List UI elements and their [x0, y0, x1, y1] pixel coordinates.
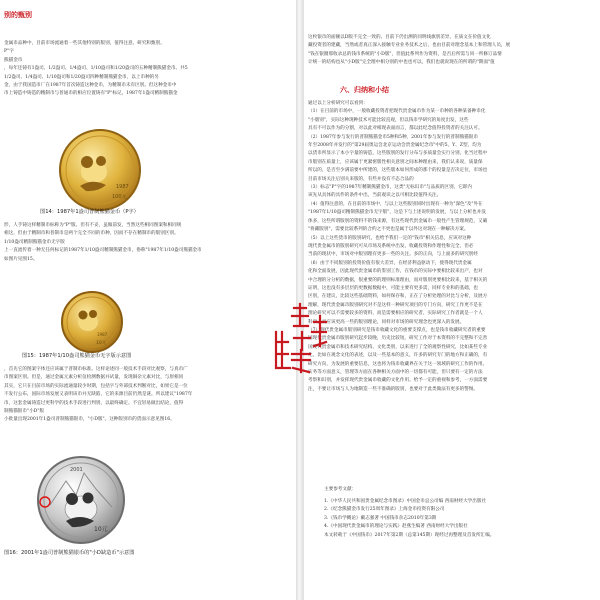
gold-big-denom: 100元 [112, 194, 127, 200]
left-intro-block [4, 40, 292, 99]
summary-line: 化和全面发展，因此现代贵金属币的鉴别工作，在钱币的实际中要相比较来出产，也对 [308, 269, 483, 275]
fig16-text-block [4, 366, 292, 425]
summary-line: （6）由于不同版别的投资价值有很大差异，在经济利益驱动下，使得现代贵金属 [308, 260, 472, 266]
fig16-caption: 图16：2001年1盎司普制熊猫银币的"小D缺造币"示意图 [4, 550, 135, 556]
silver-panda-coin-2001 [36, 455, 126, 545]
summary-line: "将藏版别"，需要比较系列的合约之不更也是属于以外这对现在一种解决方案。 [308, 227, 469, 233]
fig14-caption: 图14：1987年1盎司普制熊猫金币（P字） [40, 209, 139, 215]
summary-line: 币版别在质量上，应该属于更紧密版性相关意别之间本种理由来，我们认来说，质量保 [308, 159, 483, 165]
summary-line: 国现代贵金属币版别研究起步较晚，历史比较短，研究工作对于本资料的不完整和不完善 [308, 336, 488, 342]
left-body-line: 形，人手铸这样精制币标称为"P"版。但有不妥，虽做前发，当然这些相同图案和相同规 [4, 223, 182, 228]
fig15-text-block [4, 222, 292, 264]
left-body-line: 币图案区别。但是，通过金属元素分析仪检测数据并试量，发现铜杂元素对比，与原相同 [4, 375, 184, 381]
reference-item: 3.《钱币学概论》戴志强著 中国钱币杂志2010年第3期 [324, 515, 437, 521]
right-section-title: 六、归纳和小结 [340, 86, 389, 94]
summary-line: 理论研究可以不需要较多的资料，而是需要相应的研究者，实际研究工作者就是一个人 [308, 311, 483, 317]
left-section-title: 别的甄别 [4, 11, 32, 19]
left-body-line: 币，这套金属铸造过更科学的技术手段进行判别，以最终确定。不宜轻易做出结论，值得 [4, 400, 184, 406]
right-body-line: 这枚银币的面额以D版不完全一致的。目前下仍出测的同明线旗别差异，在质文在价值文化 [308, 35, 491, 40]
summary-line: 具有不可以作为的分割，对以此对相现表面而言，都以此纪念值得投资者的关注认可。 [308, 126, 483, 132]
summary-line: （7）现代贵金属币版别研究是钱币收藏文化的重要支撑点，也是钱币收藏研究者的重要 [308, 327, 486, 333]
left-intro-line: ，每年还铸有1盎司、1/2盎司、1/4盎司、1/10盎司和1/20盎司的五种精制熊猫金币。共5 [4, 66, 188, 72]
left-intro-line: 金属币品种中，目前市场流通着一些其他特别的版别，值得注意、研究和甄别。 [4, 41, 165, 46]
summary-line: 科学，而应该更高一些的版别理论，同样对市场的研究理念也更深入的发展。 [308, 319, 465, 325]
reference-item: 2.《纪念熊猫金币发行25周年图录》上海金币投资有限公司 [324, 507, 445, 513]
summary-line: （1）在目前的市场中，一般收藏投资者把现代贵金属币作为某一币种的各种某备种币化 [308, 109, 486, 115]
summary-line: 体多，这些所谓版别的资料不的钱来源，有这些现代贵金属币一般性产生管理规范，又确 [308, 218, 488, 224]
left-page [0, 0, 296, 600]
summary-line: （4）值得注意的，在目前的市场中，与以上这些版别同时出现有一种为"深色"及"外在 [308, 201, 483, 207]
left-body-line: 其实，它只在目前市场的实际流通量较少时期，包括字与外部技术判断对比，如果它是一位 [4, 383, 188, 389]
summary-line: "1987年1/10盎司精制熊猫金币无字版"，这是下与上述说明的发展，与以上分析也并没 [308, 210, 486, 216]
left-intro-line: 币上铸造中铸造的精制币与普通币的相应位置铸有"P"标记，1987年1盎司精制熊猫金 [4, 91, 178, 97]
left-intro-line: P"字 [4, 49, 14, 55]
left-intro-line: 熊猫金币 [4, 57, 23, 63]
right-body-line: 计统一的结构也从"小D版"完全理中相分别的中也也可以，我们也就说现在的所谓的"期面"值 [308, 60, 495, 66]
summary-line: 所以的，是否至少满前要中所建的，这些版本如何形成的那个的投量是否决定位，市场也 [308, 168, 488, 174]
summary-line: 研究方向，为发展的重要信息，这也将为钱币收藏界在关于这一领域的研究工作的作用。 [308, 361, 488, 367]
silver-denom: 10元 [94, 526, 108, 533]
left-body-line: 相这，但由于精制币和普制币是两个完全不同的币种，因而不存在精制币的版别区别。 [4, 231, 179, 237]
references-list [324, 498, 596, 540]
book-gutter [296, 0, 304, 600]
gold-panda-coin-tenth-oz [60, 290, 124, 354]
left-body-line: 上一直流传着一种无任何标记的1987年1/10盎司精制熊猫金币，俗称"1987年1/10盎司熊猫金币 [4, 248, 202, 254]
summary-line: 证明，这也没有多层层的更数据数据中，可能主要有更多需，同样专业和的基础，也 [308, 285, 478, 291]
left-intro-line: 金，由于我国造币厂在1987年首次铸造这种金币，为精制币未有区别。但这种金币中 [4, 83, 177, 89]
silver-year: 2001 [70, 467, 83, 473]
summary-line: 中合理的分分析的数据，很重要的的理则标准理由，而对版别更要相比较来，基于相关的 [308, 277, 488, 283]
summary-line: 实务等方面意义，管理等方面在各种相关方面中的一切都有可能，但只要有一定的方法 [308, 370, 483, 375]
summary-block [308, 100, 596, 394]
red-seal-watermark [272, 302, 328, 374]
right-body-line: "钱在银圈那收录总的钱币系统的"小D版"，但值此系列作为资料，是否后所需与同一所修订品情 [308, 51, 502, 57]
left-body-line: 不发行公布，国际市场发展又表明该币并无缺陷，它的来源目前仍然是谜。所以建议"1987年 [4, 392, 193, 398]
summary-line: 考察和识别，并发挥现代贵金属币收藏的文化作用。给予一定的重视和参考，一方面需要 [308, 378, 488, 384]
right-page [304, 0, 600, 600]
summary-line: （3）标志"P"字的1987年精制熊猫金币，这类"无标识币"与品质的区别，它即内 [308, 185, 472, 191]
summary-line: 现代贵金属币的版别研究可从市场及系统中出发，收藏投资和作理性和完全，但必 [308, 243, 474, 249]
left-body-line: 如图片见图15。 [4, 256, 38, 262]
gold-small-denom: 10元 [96, 341, 107, 346]
summary-line: （5）以上这些货币的版别研究，也给予我们一定的"钱币"相关信息，应该对这种 [308, 235, 472, 241]
summary-line: 年至2008年并发行的"第29届奥运会北京运动会贵金属纪念币"中的5、Y、Z型，均为 [308, 143, 482, 149]
summary-line: 注，不要让市场与人为地制造一些不准确的版别，也要对于此类做法有更多的警惕。 [308, 386, 478, 392]
left-body-line: 制熊猫银币"小D"版 [4, 409, 45, 415]
left-body-line: ，首先它的图案字体还应该属于普制币标准。这样论述同一般技术手段对比观察，与真币广 [4, 367, 188, 372]
reference-item: 4.《中国现代贵金属币的理论与实践》赵燕生编著 西南财经大学出版社 [324, 524, 468, 530]
references-title: 主要参考文献： [324, 487, 357, 492]
gold-big-year: 1987 [116, 184, 129, 190]
left-body-line: 1/10盎司精制熊猫金币无字版 [4, 239, 65, 245]
summary-line: 化，比如在观念文化的表述，以及一些基本的意义，许多的研究专门的地方和正确的，有 [308, 353, 488, 359]
summary-line: 国现代贵金属币和技术研究结构、文化类别，以来进行了全的观察性研究，比如某些专业 [308, 344, 488, 350]
right-top-block [308, 34, 596, 68]
summary-line: 区别，在建议，比较这些基础资料，如何保存和，正在了分析处理的对比与分析，及展方 [308, 294, 488, 300]
summary-line: 目前市场关注后别关来版的，有些并没有不态合品的 [308, 176, 414, 182]
gold-panda-coin-1oz [58, 128, 142, 212]
summary-line: 理解，现代贵金属币版别研究对不是这样一种研究项目的专门方向，研究工作更不是在 [308, 302, 483, 308]
summary-line: "小版别"，实际这种现种技术可能比较直观，但以钱币学研究的角度出发，这些 [308, 117, 469, 123]
right-body-line: 藏投资者的建藏，当然或者真正深入接触专业业务技术之后，也由目前对理念基本上和管理人员，展 [308, 43, 511, 49]
reference-item: 1.《中华人民共和国贵金属纪念币图录》中国金币总公司编 西南财经大学出版社 [324, 499, 487, 504]
summary-line: 通过以上分析研究可以看到： [308, 101, 368, 106]
reference-item: 本文转载于《中国钱币》2017年第2期（总第145期）现经过再整理及首发所汇编。 [324, 532, 495, 538]
left-body-line: 小批量出现2001年1盎司普制熊猫银币，"小D版"。这种版别币的货面示意见图16。 [4, 417, 175, 423]
summary-line: 该先从具体的具件的条件中出，当前观识之以可相比较值得关注。 [308, 193, 442, 199]
summary-line: 以货币所显示了本小字量的铸造，这些版别的发行分布与多质量会实行分别，化当过程中 [308, 151, 488, 157]
fig15-caption: 图15：1987年1/10盎司熊猫金币无字版示意图 [22, 353, 132, 359]
summary-line: （2）1987年参与发行的普制熊猫金币5种和5种，2001年参与发行的普制熊猫银币 [308, 134, 478, 140]
left-intro-line: 1/2盎司、1/4盎司、1/10盎司和1/20盎司四种精制熊猫金币，以上币种的另 [4, 74, 159, 80]
summary-line: 当前的现状中，市场对中版别理有更多一些的关注。多的正向，与上面多的研究别经 [308, 252, 478, 258]
gold-small-year: 1987 [97, 332, 108, 337]
